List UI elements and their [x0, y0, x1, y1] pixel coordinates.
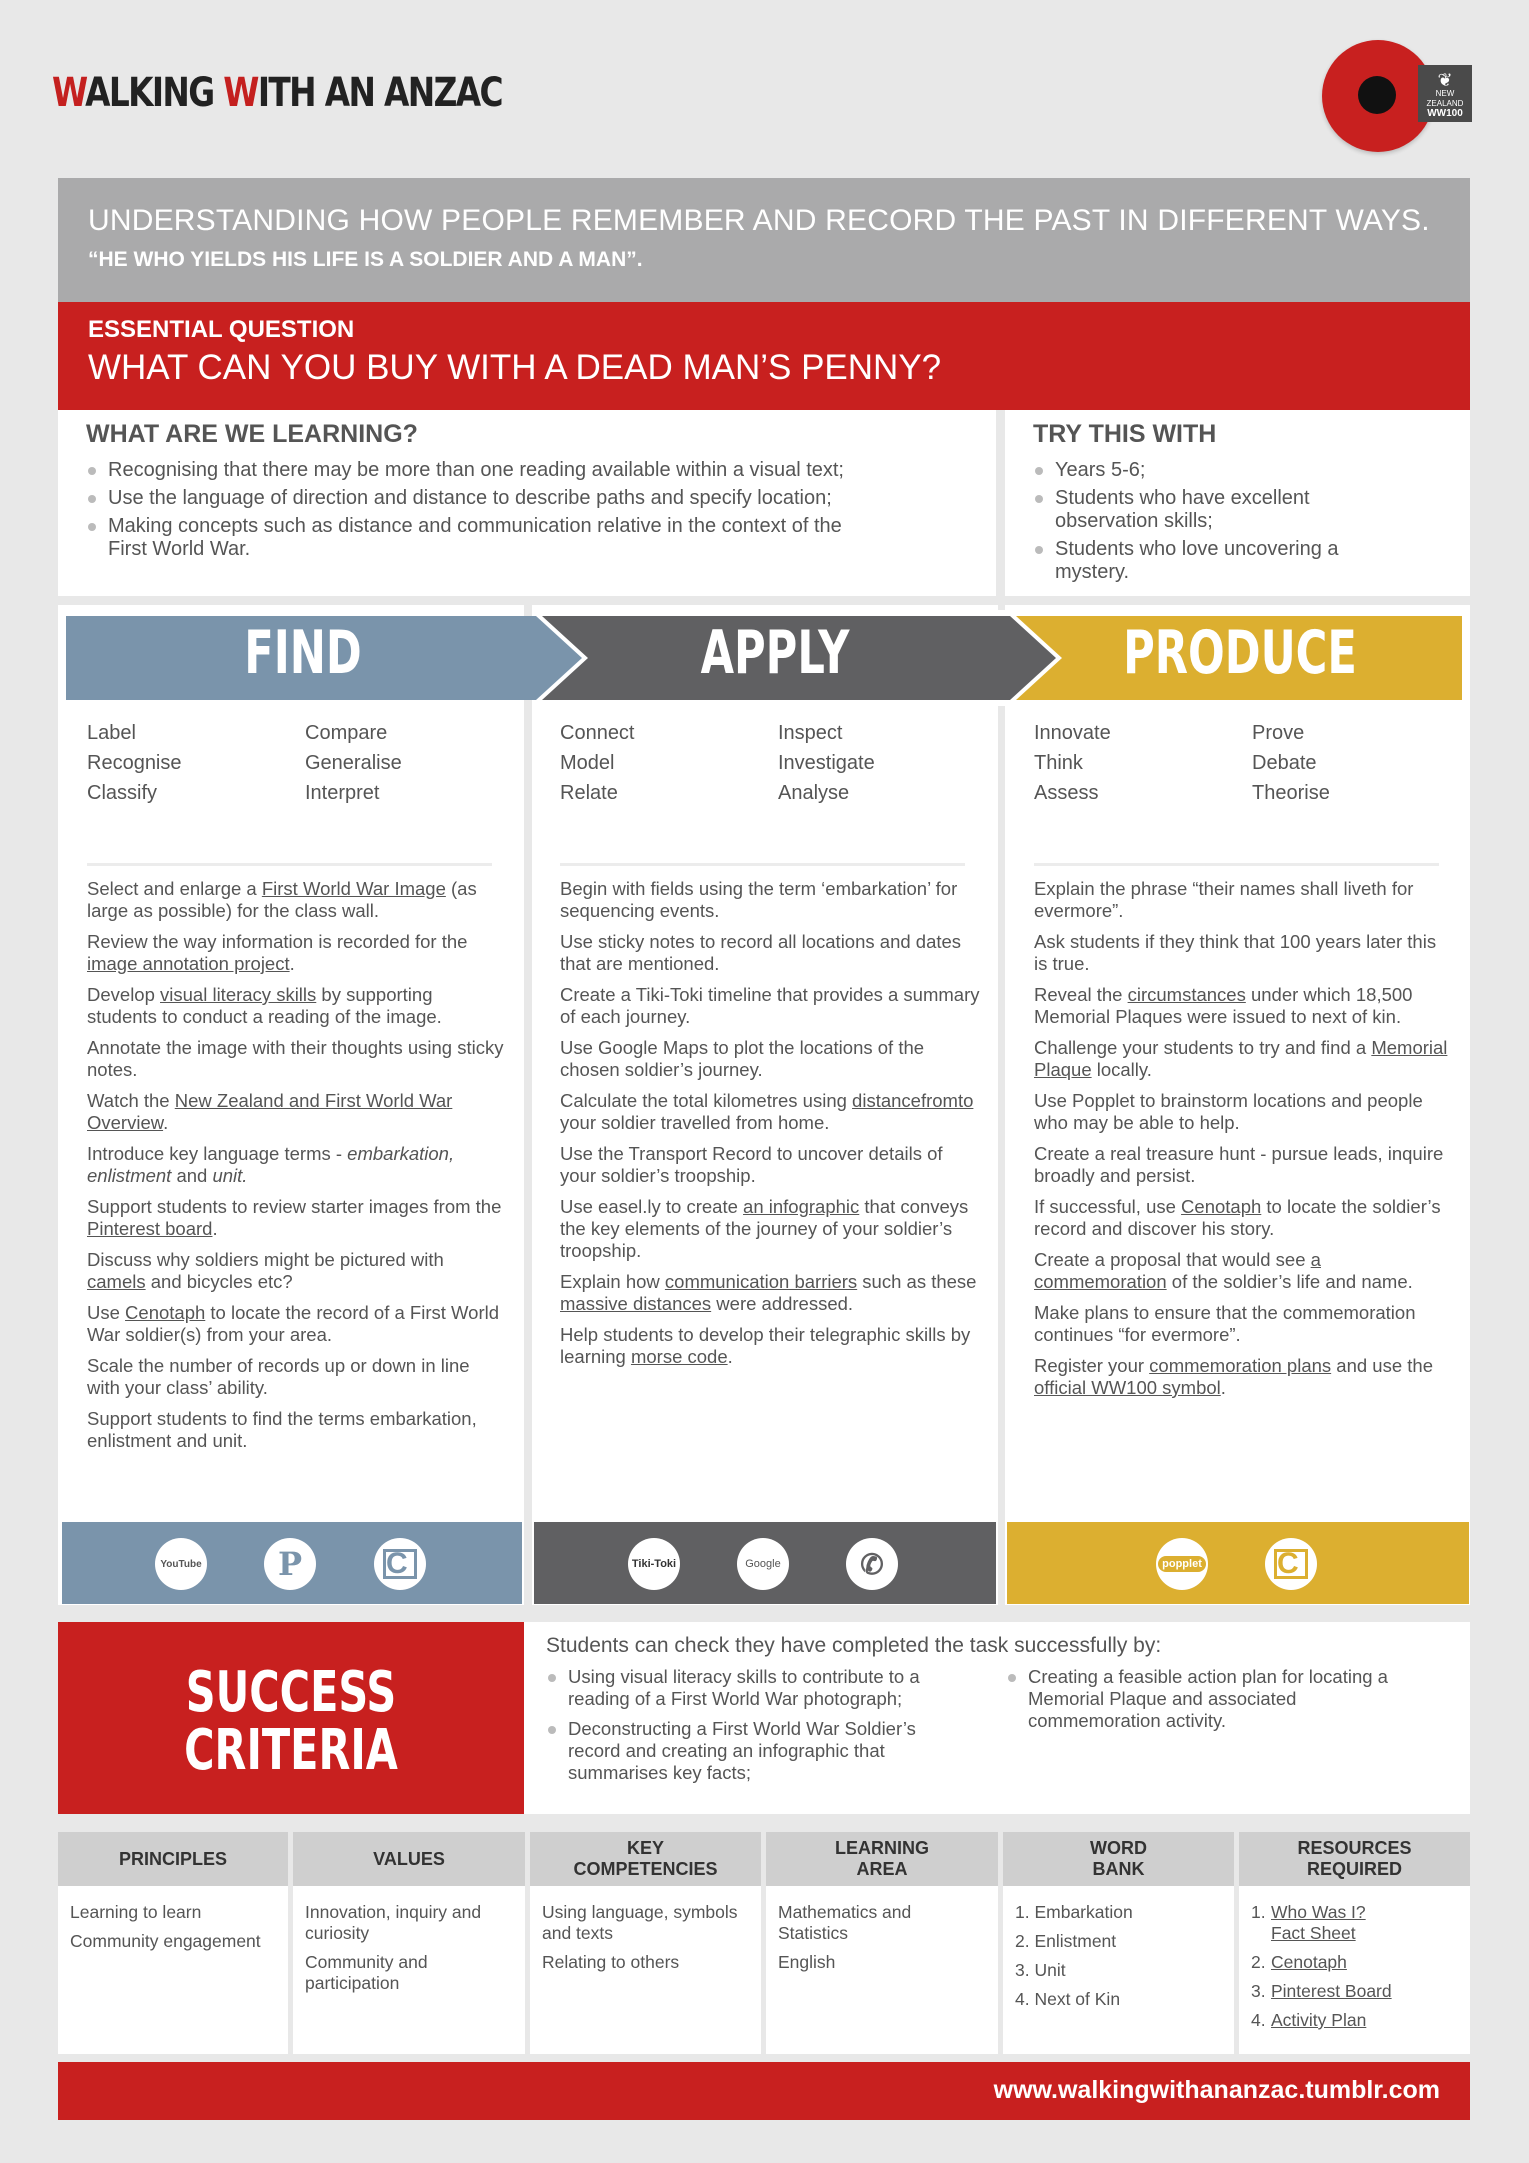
learning-section: WHAT ARE WE LEARNING? Recognising that there may be more than one reading available within a visual text; Use the language of direction and distance to describe paths and specify location; Making concepts such as distance and communication relative in the context of the First World War. [58, 410, 996, 596]
table-header: WORD BANK [1003, 1832, 1234, 1886]
list-item: Use the Transport Record to uncover details of your soldier’s troopship. [560, 1143, 943, 1186]
produce-label: PRODUCE [1123, 618, 1357, 688]
list-item: Scale the number of records up or down in line with your class’ ability. [87, 1355, 470, 1398]
list-item: Create a proposal that would see a commemoration of the soldier’s life and name. [1034, 1249, 1413, 1292]
link-pinterest-board[interactable]: Pinterest Board [1271, 1981, 1392, 2001]
apply-verbs-a: Connect Model Relate [560, 722, 635, 804]
produce-activities [1034, 878, 1454, 1408]
find-verbs-b: Compare Generalise Interpret [305, 722, 402, 804]
list-item: Years 5-6; [1033, 459, 1363, 482]
youtube-icon[interactable]: YouTube [155, 1538, 207, 1590]
divider [1034, 863, 1439, 866]
list-item: Explain how communication barriers such as these massive distances were addressed. [560, 1271, 977, 1314]
link-image-annotation-project[interactable]: image annotation project [87, 953, 290, 974]
list-item: Watch the New Zealand and First World War Overview. [87, 1090, 453, 1133]
link-circumstances[interactable]: circumstances [1127, 984, 1246, 1005]
list-item: Help students to develop their telegraphic skills by learning morse code. [560, 1324, 971, 1367]
list-item: Annotate the image with their thoughts using sticky notes. [87, 1037, 504, 1080]
list-item: Students who have excellent observation skills; [1033, 487, 1363, 533]
list-item: Use the language of direction and distance to describe paths and specify location; [86, 487, 968, 510]
link-camels[interactable]: camels [87, 1271, 146, 1292]
link-visual-literacy-skills[interactable]: visual literacy skills [160, 984, 317, 1005]
popplet-icon[interactable]: popplet [1156, 1538, 1208, 1590]
fern-icon: ❦ [1437, 70, 1453, 90]
essential-question: ESSENTIAL QUESTION WHAT CAN YOU BUY WITH A DEAD MAN’S PENNY? [58, 302, 1470, 410]
list-item: Create a Tiki-Toki timeline that provides a summary of each journey. [560, 984, 980, 1027]
table-header: LEARNING AREA [766, 1832, 998, 1886]
tiki-toki-icon[interactable]: Tiki-Toki [628, 1538, 680, 1590]
list-item: Students who love uncovering a mystery. [1033, 538, 1363, 584]
list-item: If successful, use Cenotaph to locate the soldier’s record and discover his story. [1034, 1196, 1441, 1239]
table-cell: Learning to learn Community engagement [58, 1886, 288, 2054]
table-header: RESOURCES REQUIRED [1239, 1832, 1470, 1886]
morse-code-icon[interactable]: ✆ [846, 1538, 898, 1590]
list-item: Make plans to ensure that the commemoration continues “for evermore”. [1034, 1302, 1416, 1345]
divider [87, 863, 492, 866]
success-criteria-title: SUCCESS CRITERIA [58, 1622, 524, 1814]
list-item: Select and enlarge a First World War Image (as large as possible) for the class wall. [87, 878, 477, 921]
list-item: Support students to review starter images from the Pinterest board. [87, 1196, 502, 1239]
link-activity-plan[interactable]: Activity Plan [1271, 2010, 1367, 2030]
table-cell: Innovation, inquiry and curiosity Community and participation [293, 1886, 525, 2054]
list-item: Challenge your students to try and find a Memorial Plaque locally. [1034, 1037, 1448, 1080]
list-item: Introduce key language terms - embarkation, enlistment and unit. [87, 1143, 455, 1186]
cenotaph-icon[interactable]: C [1265, 1538, 1317, 1590]
table-cell: Using language, symbols and texts Relating to others [530, 1886, 761, 2054]
link-cenotaph[interactable]: Cenotaph [125, 1302, 206, 1323]
list-item: Create a real treasure hunt - pursue leads, inquire broadly and persist. [1034, 1143, 1444, 1186]
table-header: PRINCIPLES [58, 1832, 288, 1886]
link-distancefromto[interactable]: distancefromto [852, 1090, 974, 1111]
link-massive-distances[interactable]: massive distances [560, 1293, 712, 1314]
find-icon-bar [62, 1522, 522, 1604]
find-label: FIND [244, 618, 362, 688]
apply-icon-bar [534, 1522, 996, 1604]
list-item: Using visual literacy skills to contribute to a reading of a First World War photograph; [546, 1666, 966, 1710]
list-item: Calculate the total kilometres using distancefromto your soldier travelled from home. [560, 1090, 974, 1133]
footer [58, 2062, 1470, 2120]
link-nz-ww1-overview[interactable]: New Zealand and First World War Overview [87, 1090, 453, 1133]
link-commemoration[interactable]: a commemoration [1034, 1249, 1321, 1292]
apply-verbs-b: Inspect Investigate Analyse [778, 722, 875, 804]
list-item: Explain the phrase “their names shall liveth for evermore”. [1034, 878, 1414, 921]
link-commemoration-plans[interactable]: commemoration plans [1149, 1355, 1332, 1376]
apply-label: APPLY [700, 618, 850, 688]
list-item: Support students to find the terms embarkation, enlistment and unit. [87, 1408, 477, 1451]
table-header: VALUES [293, 1832, 525, 1886]
list-item: Review the way information is recorded for the image annotation project. [87, 931, 468, 974]
table-cell: Mathematics and Statistics English [766, 1886, 998, 2054]
link-morse-code[interactable]: morse code [630, 1346, 728, 1367]
link-pinterest-board[interactable]: Pinterest board [87, 1218, 213, 1239]
list-item: Use Cenotaph to locate the record of a First World War soldier(s) from your area. [87, 1302, 500, 1345]
list-item: Develop visual literacy skills by supporting students to conduct a reading of the image. [87, 984, 442, 1027]
list-item: Creating a feasible action plan for locating a Memorial Plaque and associated commemoration activity. [1006, 1666, 1426, 1732]
table-cell: 1. Embarkation 2. Enlistment 3. Unit 4. Next of Kin [1003, 1886, 1234, 2054]
logo: WALKING WITH AN ANZAC [52, 70, 502, 116]
google-maps-icon[interactable]: Google [737, 1538, 789, 1590]
list-item: Recognising that there may be more than one reading available within a visual text; [86, 459, 968, 482]
link-infographic[interactable]: an infographic [743, 1196, 860, 1217]
page-title: UNDERSTANDING HOW PEOPLE REMEMBER AND RECORD THE PAST IN DIFFERENT WAYS. [88, 204, 1430, 237]
quote: “HE WHO YIELDS HIS LIFE IS A SOLDIER AND A MAN”. [88, 248, 643, 271]
link-ww100-symbol[interactable]: official WW100 symbol [1034, 1377, 1221, 1398]
list-item: Use easel.ly to create an infographic that conveys the key elements of the journey of your soldier’s troopship. [560, 1196, 969, 1261]
try-this-with: TRY THIS WITH Years 5-6; Students who have excellent observation skills; Students who love uncovering a mystery. [1005, 410, 1470, 596]
link-cenotaph[interactable]: Cenotaph [1181, 1196, 1262, 1217]
list-item: Use Popplet to brainstorm locations and people who may be able to help. [1034, 1090, 1423, 1133]
pinterest-icon[interactable]: P [264, 1538, 316, 1590]
link-memorial-plaque[interactable]: Memorial Plaque [1034, 1037, 1448, 1080]
list-item: Discuss why soldiers might be pictured with camels and bicycles etc? [87, 1249, 444, 1292]
link-who-was-i[interactable]: Who Was I? Fact Sheet [1271, 1902, 1366, 1943]
website-link[interactable]: www.walkingwithananzac.tumblr.com [993, 2076, 1440, 2104]
cenotaph-icon[interactable]: C [374, 1538, 426, 1590]
success-criteria: Students can check they have completed the task successfully by: Using visual literacy skills to contribute to a reading of a First World War photograph; Deconstructing a First World War Soldier’s record and creating an infographic that summarises key facts; Creating a feasible action plan for locating a Memorial Plaque and associated commemoration activity. [524, 1622, 1470, 1814]
divider [560, 863, 965, 866]
table-cell: 1. Who Was I? Fact Sheet 2. Cenotaph 3. Pinterest Board 4. Activity Plan [1239, 1886, 1470, 2054]
list-item: Deconstructing a First World War Soldier’s record and creating an infographic that summarises key facts; [546, 1718, 966, 1784]
list-item: Reveal the circumstances under which 18,500 Memorial Plaques were issued to next of kin. [1034, 984, 1413, 1027]
link-first-world-war-image[interactable]: First World War Image [261, 878, 446, 899]
list-item: Register your commemoration plans and use the official WW100 symbol. [1034, 1355, 1433, 1398]
ww100-badge: ❦ NEW ZEALAND WW100 [1418, 65, 1472, 122]
produce-icon-bar [1007, 1522, 1469, 1604]
list-item: Ask students if they think that 100 years later this is true. [1034, 931, 1437, 974]
find-verbs-a: Label Recognise Classify [87, 722, 182, 804]
table-header: KEY COMPETENCIES [530, 1832, 761, 1886]
list-item: Use sticky notes to record all locations and dates that are mentioned. [560, 931, 962, 974]
list-item: Making concepts such as distance and communication relative in the context of the First World War. [86, 515, 886, 561]
list-item: Begin with fields using the term ‘embarkation’ for sequencing events. [560, 878, 958, 921]
title-banner [58, 178, 1470, 302]
link-communication-barriers[interactable]: communication barriers [664, 1271, 858, 1292]
apply-activities [560, 878, 980, 1377]
link-cenotaph[interactable]: Cenotaph [1271, 1952, 1347, 1972]
produce-verbs-b: Prove Debate Theorise [1252, 722, 1330, 804]
list-item: Use Google Maps to plot the locations of the chosen soldier’s journey. [560, 1037, 925, 1080]
produce-verbs-a: Innovate Think Assess [1034, 722, 1111, 804]
find-activities [87, 878, 507, 1461]
